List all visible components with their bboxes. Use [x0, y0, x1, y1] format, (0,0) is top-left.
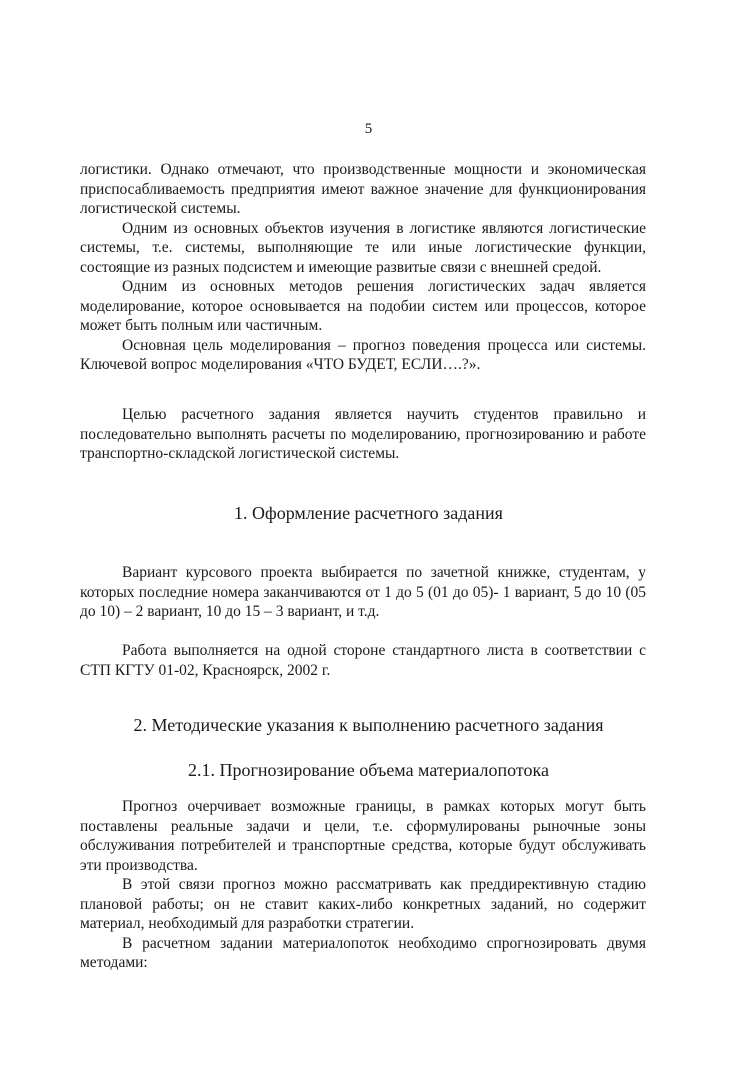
section-1-text-2 [80, 641, 646, 680]
section-2-paragraph-3: В расчетном задании материалопоток необходимо спрогнозировать двумя методами: [80, 934, 646, 971]
section-2-paragraph-1: Прогноз очерчивает возможные границы, в рамках которых могут быть поставлены реальные задачи и цели, т.е. сформулированы рыночные зоны обслуживания потребителей и транспортные средства, которые будут обслуживать эти производства. [80, 798, 646, 874]
section-1-heading: 1. Оформление расчетного задания [234, 503, 503, 523]
intro-paragraph-4: Основная цель моделирования – прогноз поведения процесса или системы. Ключевой вопрос моделирования «ЧТО БУДЕТ, ЕСЛИ….?». [80, 336, 646, 373]
intro-goal-text [80, 405, 646, 464]
intro-paragraph-1: логистики. Однако отмечают, что производственные мощности и экономическая приспосабливаемость предприятия имеют важное значение для функционирования логистической системы. [80, 161, 646, 217]
section-1-text [80, 563, 646, 622]
subsection-2-1-heading: 2.1. Прогнозирование объема материалопотока [188, 760, 549, 780]
intro-paragraph-3: Одним из основных методов решения логистических задач является моделирование, которое основывается на подобии систем или процессов, которое может быть полным или частичным. [80, 278, 646, 334]
intro-paragraph-5: Целью расчетного задания является научить студентов правильно и последовательно выполнять расчеты по моделированию, прогнозированию и работе транспортно-складской логистической системы. [80, 406, 646, 462]
intro-paragraph-2: Одним из основных объектов изучения в логистике являются логистические системы, т.е. системы, выполняющие те или иные логистические функции, состоящие из разных подсистем и имеющие развитые связи с внешней средой. [80, 219, 646, 276]
section-2-heading: 2. Методические указания к выполнению расчетного задания [133, 715, 604, 735]
page-number: 5 [364, 121, 373, 137]
section-2-text [80, 797, 646, 973]
section-1-paragraph-1: Вариант курсового проекта выбирается по зачетной книжке, студентам, у которых последние номера заканчиваются от 1 до 5 (01 до 05)- 1 вариант, 5 до 10 (05 до 10) – 2 вариант, 10 до 15 – 3 вариант, и т.д. [80, 564, 646, 620]
section-1-paragraph-2: Работа выполняется на одной стороне стандартного листа в соответствии с СТП КГТУ 01-02, Красноярск, 2002 г. [80, 642, 646, 679]
intro-text [80, 160, 646, 375]
section-2-paragraph-2: В этой связи прогноз можно рассматривать как преддирективную стадию плановой работы; он не ставит каких-либо конкретных заданий, но содержит материал, необходимый для разработки стратегии. [80, 876, 646, 932]
